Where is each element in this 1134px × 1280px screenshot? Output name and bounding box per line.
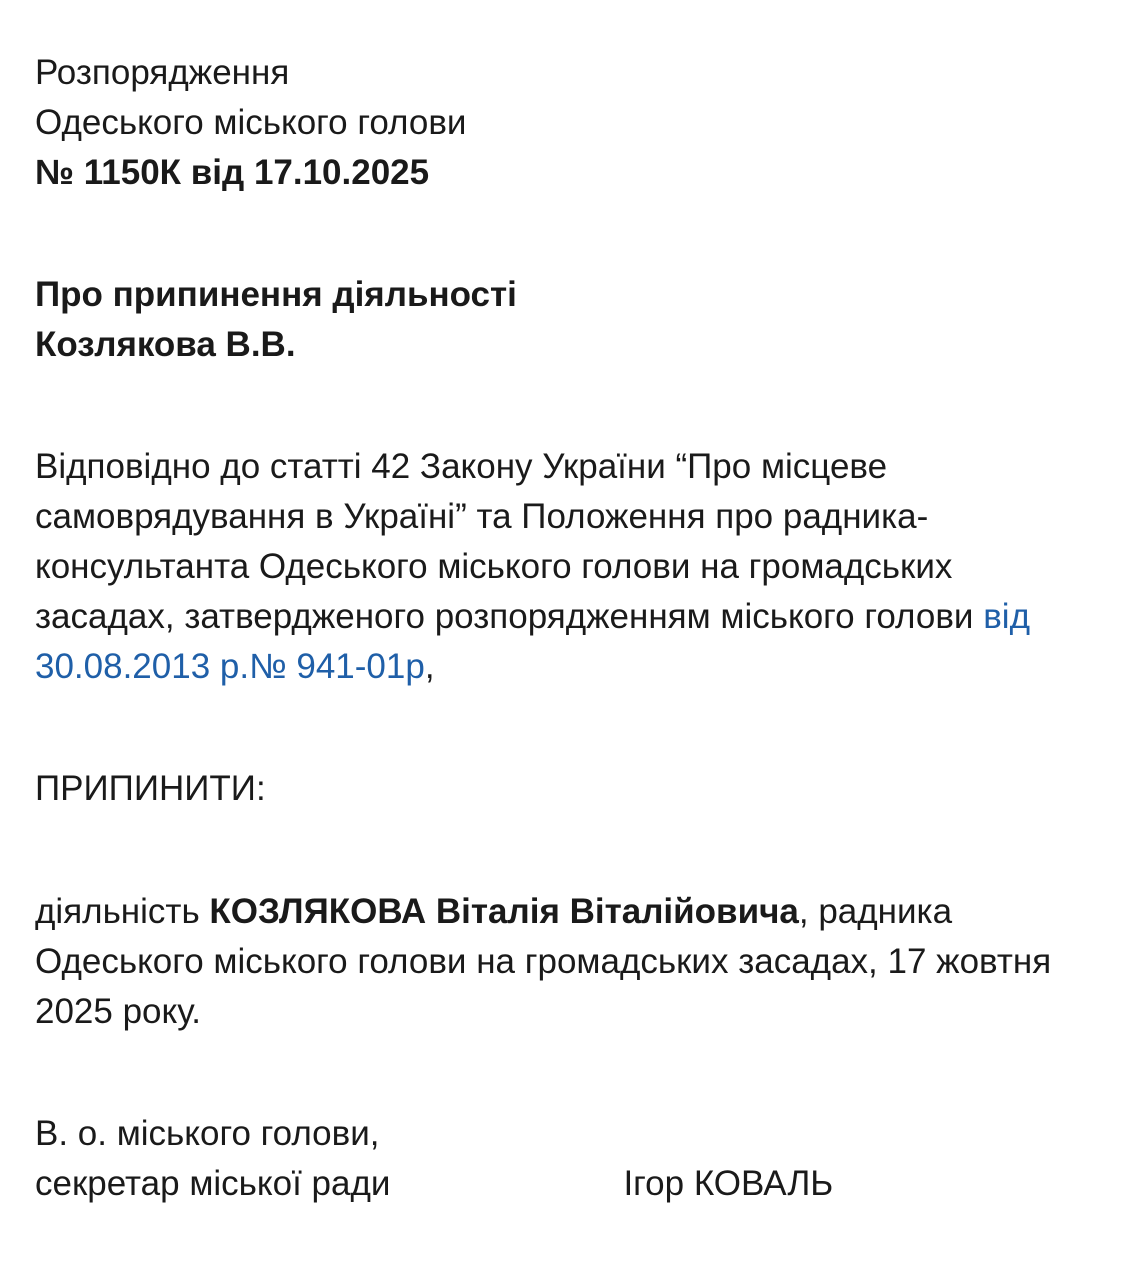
person-name: КОЗЛЯКОВА Віталія Віталійовича <box>209 891 799 931</box>
preamble-text: Відповідно до статті 42 Закону України “Про місцеве самоврядування в Україні” та Положення про радника-консультанта Одеського міського голови на громадських засадах, затвердженого розпорядженням міського голови <box>35 447 984 637</box>
signer-role: секретар міської ради <box>35 1163 391 1203</box>
preamble-paragraph <box>35 442 1094 692</box>
subject-line-2: Козлякова В.В. <box>35 325 296 365</box>
preamble-trailing-comma: , <box>424 647 435 687</box>
action-prefix: діяльність <box>35 891 210 931</box>
signer-role-line-1: В. о. міського голови, <box>35 1113 380 1153</box>
order-authority: Одеського міського голови <box>35 103 467 143</box>
subject-line-1: Про припинення діяльності <box>35 275 517 315</box>
order-number-date: № 1150К від 17.10.2025 <box>35 153 430 193</box>
order-type: Розпорядження <box>35 53 290 92</box>
order-subject <box>35 270 1094 370</box>
action-paragraph <box>35 887 1094 1037</box>
signature-block <box>35 1109 1094 1209</box>
directive-heading: ПРИПИНИТИ: <box>35 769 266 809</box>
order-header <box>35 48 1094 198</box>
signer-name: Ігор КОВАЛЬ <box>623 1163 834 1203</box>
order-reference-link[interactable]: від 30.08.2013 р.№ 941-01р <box>35 597 1030 687</box>
signer-role-line-2 <box>35 1159 1094 1209</box>
action-suffix: , радника Одеського міського голови на громадських засадах, 17 жовтня 2025 року. <box>35 891 1052 1031</box>
